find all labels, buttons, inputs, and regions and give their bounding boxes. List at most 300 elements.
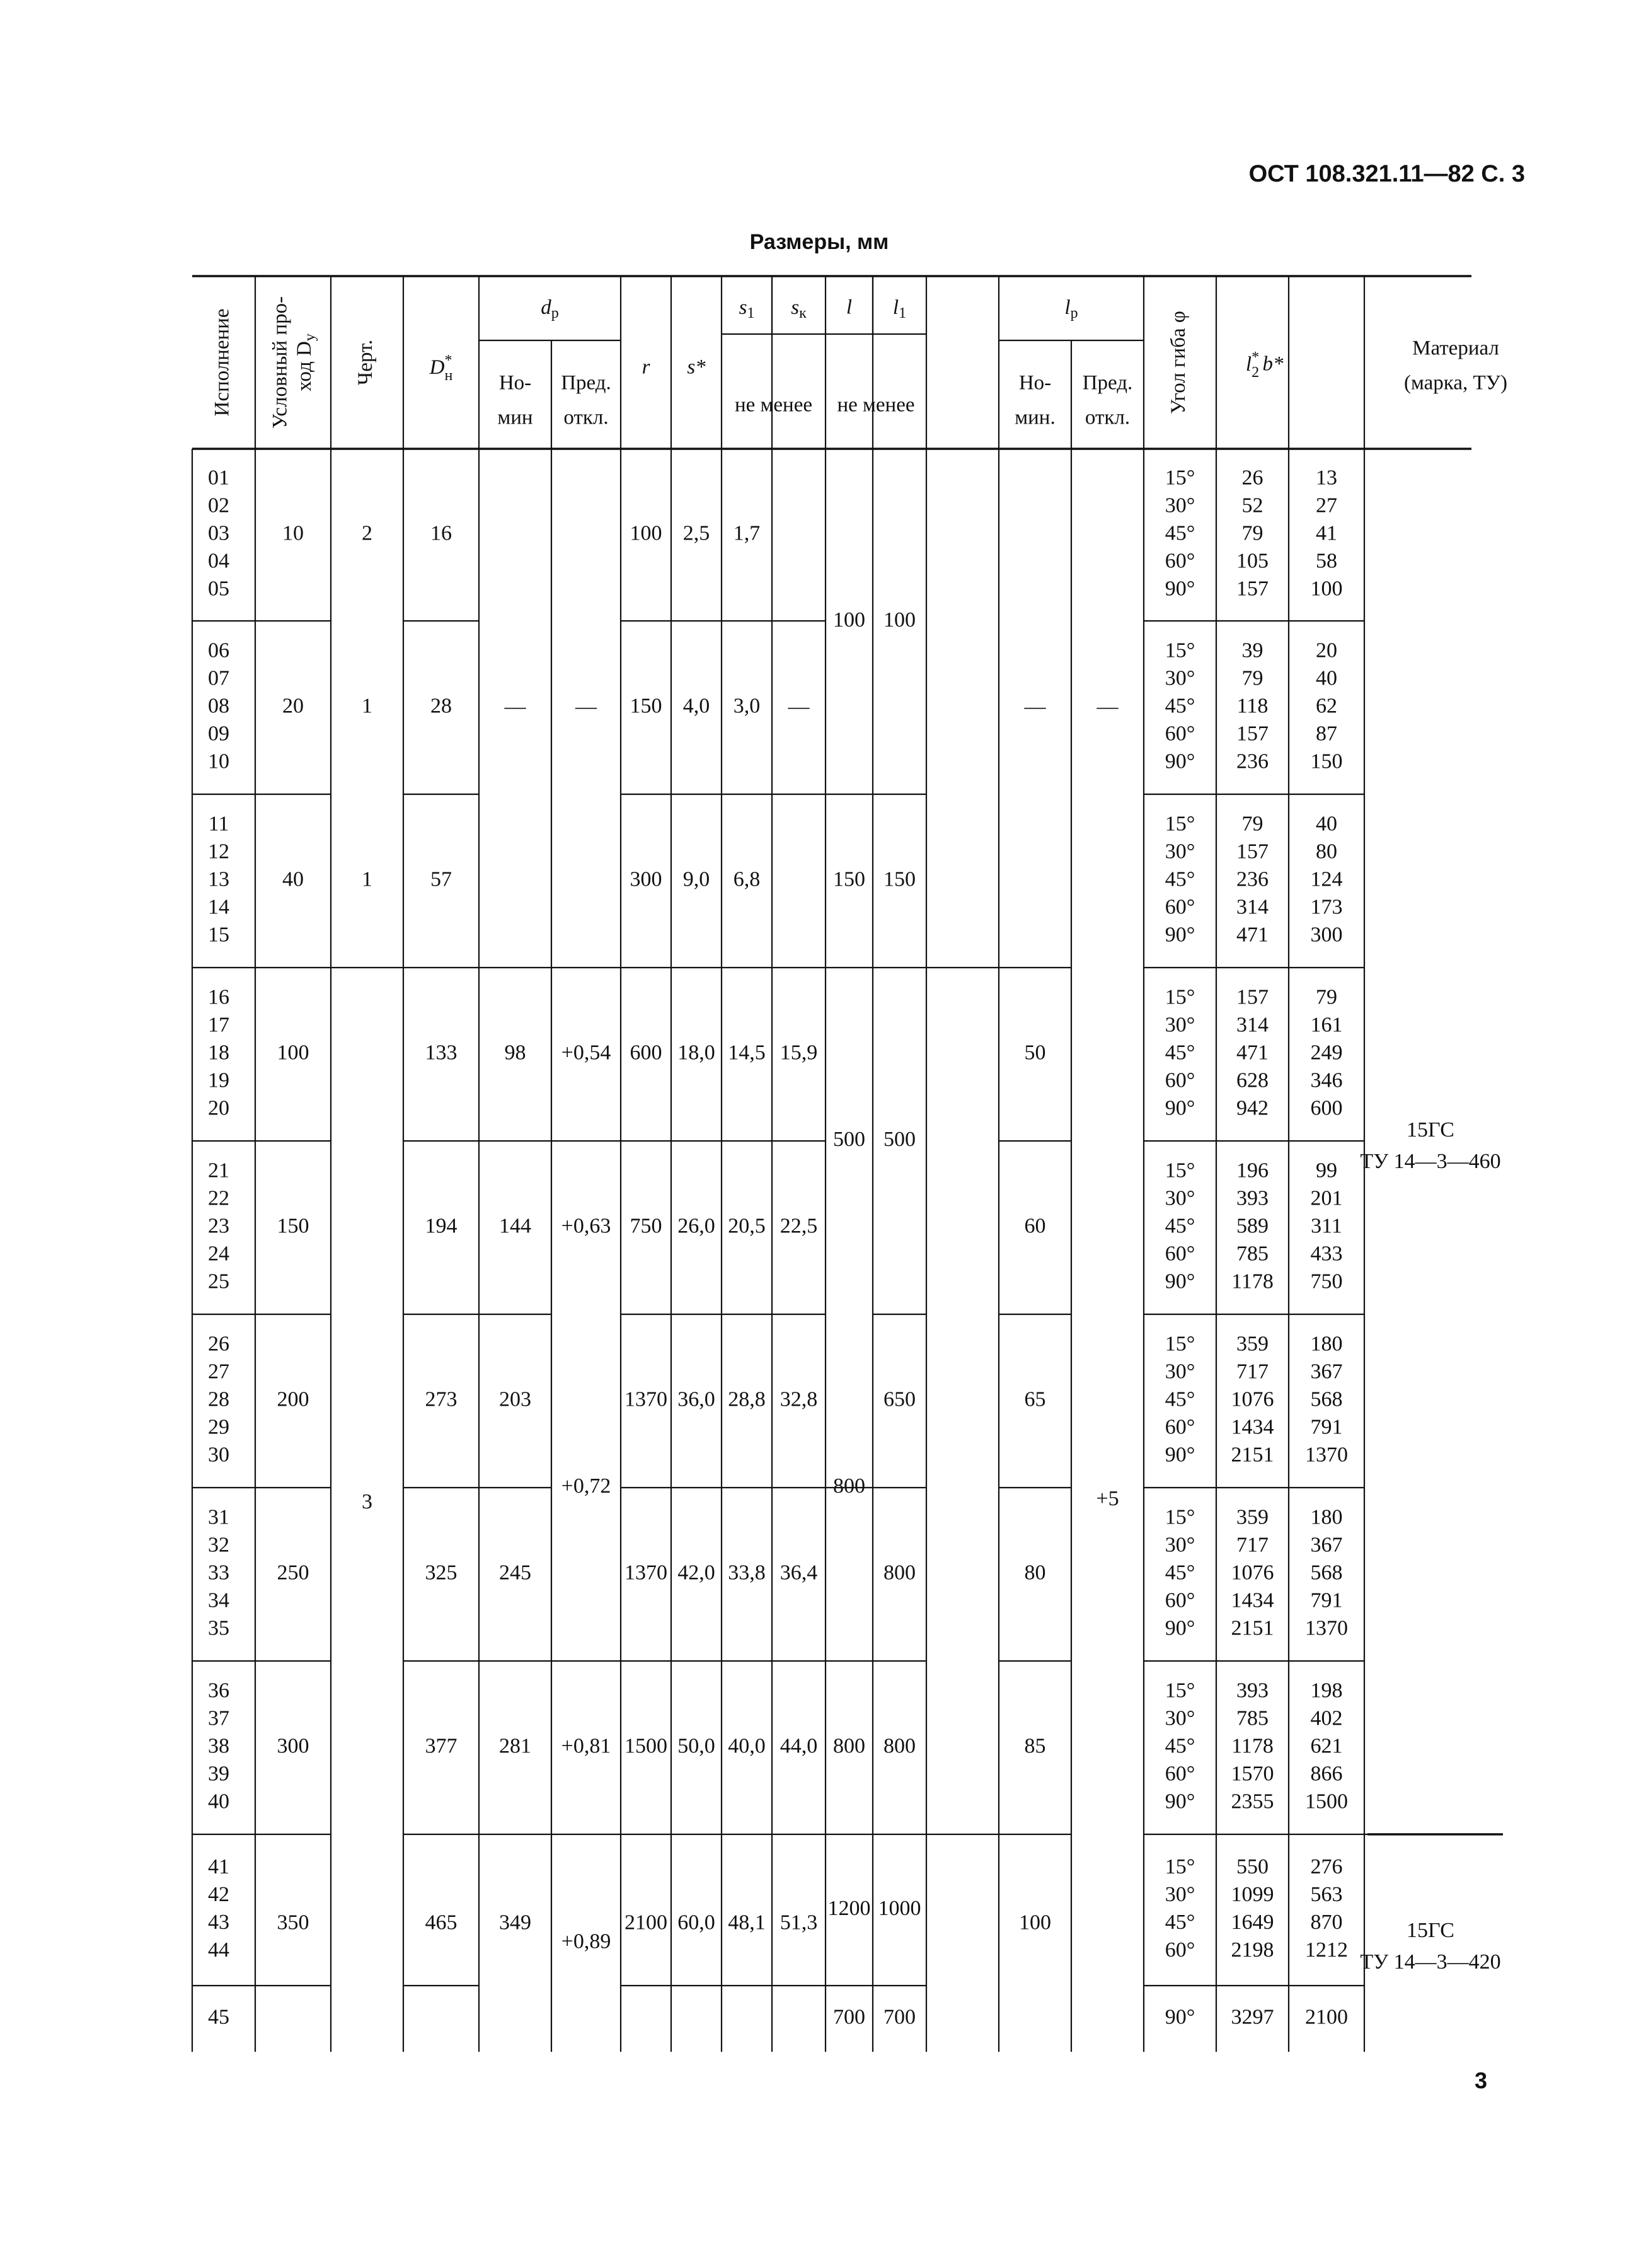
dn-value: 133 [425,1041,458,1065]
dy-value: 150 [277,1214,309,1238]
l2-value: 359 [1236,1332,1269,1356]
l-value: 150 [833,867,865,891]
r-value: 1370 [624,1387,667,1411]
b-value: 866 [1310,1762,1343,1786]
code-10: 10 [208,749,229,773]
lp-dev-value: +5 [1096,1486,1119,1510]
l2-value: 1570 [1231,1762,1274,1786]
angle-value: 90° [1165,1443,1195,1467]
b-value: 1370 [1305,1443,1348,1467]
b-value: 62 [1316,694,1337,718]
code-16: 16 [208,985,229,1009]
code-27: 27 [208,1360,229,1384]
code-09: 09 [208,722,229,746]
l2-value: 79 [1241,521,1263,545]
angle-value: 30° [1165,1533,1195,1557]
header-lp-nom-2: мин. [1015,406,1056,429]
b-value: 150 [1310,749,1343,773]
l-value: 500 [833,1127,865,1151]
b-value: 40 [1316,666,1337,690]
dy-value: 10 [282,521,304,545]
r-value: 150 [630,694,662,718]
code-06: 06 [208,639,229,662]
l2-value: 196 [1236,1159,1269,1183]
dp-dev-value: +0,72 [561,1474,611,1498]
l2-value: 79 [1241,666,1263,690]
l1-value: 500 [883,1127,916,1151]
code-31: 31 [208,1505,229,1529]
l2-value: 157 [1236,722,1269,746]
b-value: 161 [1310,1013,1343,1037]
code-33: 33 [208,1561,229,1585]
s-value: 60,0 [677,1911,715,1935]
l2-value: 589 [1236,1214,1269,1238]
l2-value: 628 [1236,1068,1269,1092]
b-value: 346 [1310,1068,1343,1092]
l-value: 800 [833,1734,865,1758]
b-value: 311 [1311,1214,1342,1238]
code-40: 40 [208,1790,229,1814]
l2-value: 2151 [1231,1616,1274,1640]
dn-value: 16 [430,521,452,545]
l2-value: 942 [1236,1096,1269,1120]
code-44: 44 [208,1938,229,1962]
angle-value: 90° [1165,2005,1195,2029]
angle-value: 60° [1165,1588,1195,1612]
s-value: 2,5 [682,521,710,545]
l1-value: 800 [883,1561,916,1585]
header-r: r [642,356,650,379]
s1-value: 33,8 [728,1561,766,1585]
l2-value: 1178 [1231,1270,1274,1293]
angle-value: 15° [1165,1679,1195,1703]
l2-value: 236 [1236,867,1269,891]
s1-value: 40,0 [728,1734,766,1758]
s-value: 4,0 [682,694,710,718]
l-value: 800 [833,1474,865,1498]
r-value: 300 [630,867,662,891]
lp-nom-value: 65 [1024,1387,1046,1411]
r-value: 1370 [624,1561,667,1585]
code-36: 36 [208,1679,229,1703]
angle-value: 45° [1165,1561,1195,1585]
s-value: 42,0 [677,1561,715,1585]
r-value: 2100 [624,1911,667,1935]
angle-value: 90° [1165,1270,1195,1293]
l2-value: 314 [1236,1013,1269,1037]
l2-value: 1099 [1231,1882,1274,1906]
s1-value: 14,5 [728,1041,766,1065]
header-dp-pred-1: Пред. [561,371,611,395]
lp-dev-dash: — [1096,695,1119,719]
l2-value: 157 [1236,577,1269,601]
angle-value: 15° [1165,1854,1195,1878]
l2-value: 785 [1236,1242,1269,1266]
b-value: 600 [1310,1096,1343,1120]
code-17: 17 [208,1013,229,1037]
header-s1: $s_1$ [739,296,755,321]
code-41: 41 [208,1854,229,1878]
code-35: 35 [208,1616,229,1640]
table-body [208,466,1501,2028]
header-dp-nom-2: мин [497,406,533,429]
l2-value: 157 [1236,985,1269,1009]
b-value: 249 [1310,1041,1343,1065]
l2-value: 785 [1236,1706,1269,1730]
s1-value: 1,7 [733,521,761,545]
code-19: 19 [208,1068,229,1092]
angle-value: 30° [1165,494,1195,518]
l2-value: 1178 [1231,1734,1274,1758]
table-grid [192,276,1503,2052]
angle-value: 15° [1165,639,1195,662]
angle-value: 45° [1165,694,1195,718]
code-32: 32 [208,1533,229,1557]
l2-value: 471 [1236,1041,1269,1065]
b-value: 40 [1316,812,1337,836]
l2-value: 1434 [1231,1588,1274,1612]
angle-value: 45° [1165,1387,1195,1411]
header-dy-line1: Условный про- [268,296,292,429]
header-ne-menee-1: не менее [734,393,813,417]
b-value: 276 [1310,1854,1343,1878]
b-value: 1500 [1305,1790,1348,1814]
b-value: 563 [1310,1882,1343,1906]
header-angle: Угол гиба φ [1167,311,1190,414]
b-value: 79 [1316,985,1337,1009]
angle-value: 45° [1165,1041,1195,1065]
dn-value: 28 [430,694,452,718]
material-grade: 15ГС [1407,1918,1454,1942]
angle-value: 60° [1165,1068,1195,1092]
dy-value: 100 [277,1041,309,1065]
s1-value: 20,5 [728,1214,766,1238]
l2-value: 393 [1236,1186,1269,1210]
code-14: 14 [208,895,229,919]
angle-value: 15° [1165,1159,1195,1183]
l2-value: 1076 [1231,1561,1274,1585]
table-header [211,296,1507,429]
chert-value: 2 [362,521,372,545]
angle-value: 15° [1165,985,1195,1009]
s-value: 50,0 [677,1734,715,1758]
dn-value: 465 [425,1911,458,1935]
b-value: 124 [1310,867,1343,891]
b-value: 568 [1310,1387,1343,1411]
angle-value: 45° [1165,1214,1195,1238]
b-value: 402 [1310,1706,1343,1730]
dp-dev-value: +0,54 [561,1041,611,1065]
code-18: 18 [208,1041,229,1065]
b-value: 621 [1310,1734,1343,1758]
header-s: s* [687,356,706,379]
l2-value: 717 [1236,1360,1269,1384]
angle-value: 60° [1165,549,1195,573]
dn-value: 377 [425,1734,458,1758]
b-value: 180 [1310,1505,1343,1529]
l-value: 700 [833,2005,865,2029]
dp-nom-value: 245 [499,1561,531,1585]
chert-value: 3 [362,1490,372,1513]
l-value: 1200 [827,1896,871,1920]
header-lp-pred-2: откл. [1085,406,1131,429]
code-15: 15 [208,923,229,947]
code-05: 05 [208,577,229,601]
code-26: 26 [208,1332,229,1356]
material-tu: ТУ 14—3—420 [1360,1950,1501,1974]
header-chert: Черт. [354,339,377,386]
angle-value: 60° [1165,722,1195,746]
material-tu: ТУ 14—3—460 [1360,1149,1501,1173]
code-30: 30 [208,1443,229,1467]
code-12: 12 [208,840,229,864]
code-11: 11 [208,812,229,836]
header-material-2: (марка, ТУ) [1404,371,1507,395]
b-value: 80 [1316,840,1337,864]
angle-value: 45° [1165,521,1195,545]
code-39: 39 [208,1762,229,1786]
code-20: 20 [208,1096,229,1120]
l1-value: 800 [883,1734,916,1758]
header-dp-pred-2: откл. [563,406,609,429]
l2-value: 1434 [1231,1415,1274,1439]
lp-nom-value: 60 [1024,1214,1046,1238]
lp-nom-value: 80 [1024,1561,1046,1585]
sk-dash: — [788,695,810,719]
sk-value: 51,3 [780,1911,818,1935]
r-value: 100 [630,521,662,545]
header-dy-line2: ход $D_у$ [292,333,318,391]
dp-dev-dash: — [575,695,597,719]
l2-value: 1649 [1231,1910,1274,1934]
s1-value: 28,8 [728,1387,766,1411]
l2-value: 52 [1241,494,1263,518]
code-02: 02 [208,494,229,518]
header-dp: $d_р$ [541,296,559,321]
angle-value: 60° [1165,1242,1195,1266]
code-45: 45 [208,2005,229,2029]
header-lp: $l_р$ [1064,296,1078,321]
l2-value: 39 [1241,639,1263,662]
angle-value: 45° [1165,1734,1195,1758]
code-23: 23 [208,1214,229,1238]
l2-value: 393 [1236,1679,1269,1703]
code-01: 01 [208,466,229,490]
b-value: 1212 [1305,1938,1348,1962]
r-value: 750 [630,1214,662,1238]
b-value: 58 [1316,549,1337,573]
code-25: 25 [208,1270,229,1293]
header-l2: l* 2 [1245,349,1260,381]
angle-value: 60° [1165,1762,1195,1786]
b-value: 791 [1310,1588,1343,1612]
angle-value: 45° [1165,1910,1195,1934]
dy-value: 300 [277,1734,309,1758]
header-lp-nom-1: Но- [1018,371,1052,395]
dp-nom-value: 281 [499,1734,531,1758]
b-value: 300 [1310,923,1343,947]
dp-nom-value: 203 [499,1387,531,1411]
angle-value: 15° [1165,812,1195,836]
b-value: 201 [1310,1186,1343,1210]
angle-value: 30° [1165,1706,1195,1730]
l2-value: 2198 [1231,1938,1274,1962]
r-value: 600 [630,1041,662,1065]
dp-dev-value: +0,63 [561,1214,611,1238]
code-22: 22 [208,1186,229,1210]
l1-value: 1000 [878,1896,921,1920]
s1-value: 6,8 [733,867,761,891]
sk-value: 32,8 [780,1387,818,1411]
s-value: 9,0 [682,867,710,891]
b-value: 180 [1310,1332,1343,1356]
header-l: l [846,296,853,319]
dp-dev-value: +0,81 [561,1734,611,1758]
b-value: 173 [1310,895,1343,919]
dy-value: 40 [282,867,304,891]
b-value: 433 [1310,1242,1343,1266]
sk-value: 44,0 [780,1734,818,1758]
l2-value: 550 [1236,1854,1269,1878]
angle-value: 30° [1165,1360,1195,1384]
l2-value: 157 [1236,840,1269,864]
header-b: b* [1262,352,1284,376]
lp-nom-value: 85 [1024,1734,1046,1758]
angle-value: 90° [1165,1790,1195,1814]
code-43: 43 [208,1910,229,1934]
code-21: 21 [208,1159,229,1183]
dy-value: 250 [277,1561,309,1585]
document-header: ОСТ 108.321.11—82 С. 3 [1248,161,1525,187]
b-value: 791 [1310,1415,1343,1439]
dp-nom-dash: — [504,695,526,719]
lp-nom-dash: — [1024,695,1046,719]
header-dn: D* н [429,352,453,384]
l2-value: 3297 [1231,2005,1274,2029]
sk-value: 22,5 [780,1214,818,1238]
l2-value: 79 [1241,812,1263,836]
l1-value: 100 [883,608,916,632]
header-dp-nom-1: Но- [498,371,532,395]
dp-nom-value: 349 [499,1911,531,1935]
code-07: 07 [208,666,229,690]
lp-nom-value: 100 [1019,1911,1051,1935]
b-value: 13 [1316,466,1337,490]
b-value: 2100 [1305,2005,1348,2029]
code-03: 03 [208,521,229,545]
l1-value: 650 [883,1387,916,1411]
code-04: 04 [208,549,229,573]
b-value: 99 [1316,1159,1337,1183]
angle-value: 90° [1165,1096,1195,1120]
header-sk: $s_к$ [791,296,807,321]
angle-value: 60° [1165,895,1195,919]
chert-value: 1 [362,694,372,718]
s-value: 18,0 [677,1041,715,1065]
b-value: 100 [1310,577,1343,601]
angle-value: 60° [1165,1415,1195,1439]
r-value: 1500 [624,1734,667,1758]
code-38: 38 [208,1734,229,1758]
header-material-1: Материал [1412,337,1499,360]
page-number: 3 [1474,2068,1487,2093]
chert-value: 1 [362,867,372,891]
code-29: 29 [208,1415,229,1439]
header-lp-pred-1: Пред. [1082,371,1133,395]
dn-value: 325 [425,1561,458,1585]
sk-value: 36,4 [780,1561,818,1585]
angle-value: 30° [1165,1186,1195,1210]
angle-value: 15° [1165,1505,1195,1529]
b-value: 87 [1316,722,1337,746]
angle-value: 90° [1165,577,1195,601]
b-value: 367 [1310,1533,1343,1557]
code-34: 34 [208,1588,229,1612]
l1-value: 150 [883,867,916,891]
l2-value: 236 [1236,749,1269,773]
code-13: 13 [208,867,229,891]
dy-value: 350 [277,1911,309,1935]
l2-value: 1076 [1231,1387,1274,1411]
b-value: 20 [1316,639,1337,662]
angle-value: 30° [1165,840,1195,864]
dy-value: 20 [282,694,304,718]
s1-value: 48,1 [728,1911,766,1935]
s-value: 36,0 [677,1387,715,1411]
dp-dev-value: +0,89 [561,1930,611,1953]
l2-value: 118 [1236,694,1269,718]
code-24: 24 [208,1242,229,1266]
angle-value: 90° [1165,1616,1195,1640]
angle-value: 30° [1165,1882,1195,1906]
angle-value: 15° [1165,466,1195,490]
lp-nom-value: 50 [1024,1041,1046,1065]
b-value: 198 [1310,1679,1343,1703]
l2-value: 2151 [1231,1443,1274,1467]
angle-value: 30° [1165,1013,1195,1037]
s1-value: 3,0 [733,694,761,718]
l2-value: 2355 [1231,1790,1274,1814]
l2-value: 471 [1236,923,1269,947]
dp-nom-value: 98 [504,1041,526,1065]
angle-value: 90° [1165,923,1195,947]
s-value: 26,0 [677,1214,715,1238]
b-value: 870 [1310,1910,1343,1934]
b-value: 568 [1310,1561,1343,1585]
sk-value: 15,9 [780,1041,818,1065]
l-value: 100 [833,608,865,632]
dy-value: 200 [277,1387,309,1411]
b-value: 367 [1310,1360,1343,1384]
b-value: 41 [1316,521,1337,545]
b-value: 1370 [1305,1616,1348,1640]
code-37: 37 [208,1706,229,1730]
header-ne-menee-2: не менее [837,393,915,417]
code-28: 28 [208,1387,229,1411]
b-value: 750 [1310,1270,1343,1293]
code-08: 08 [208,694,229,718]
dn-value: 194 [425,1214,458,1238]
l2-value: 26 [1241,466,1263,490]
angle-value: 15° [1165,1332,1195,1356]
angle-value: 30° [1165,666,1195,690]
material-grade: 15ГС [1407,1118,1454,1142]
l2-value: 105 [1236,549,1269,573]
code-42: 42 [208,1882,229,1906]
l2-value: 359 [1236,1505,1269,1529]
angle-value: 90° [1165,749,1195,773]
l2-value: 717 [1236,1533,1269,1557]
